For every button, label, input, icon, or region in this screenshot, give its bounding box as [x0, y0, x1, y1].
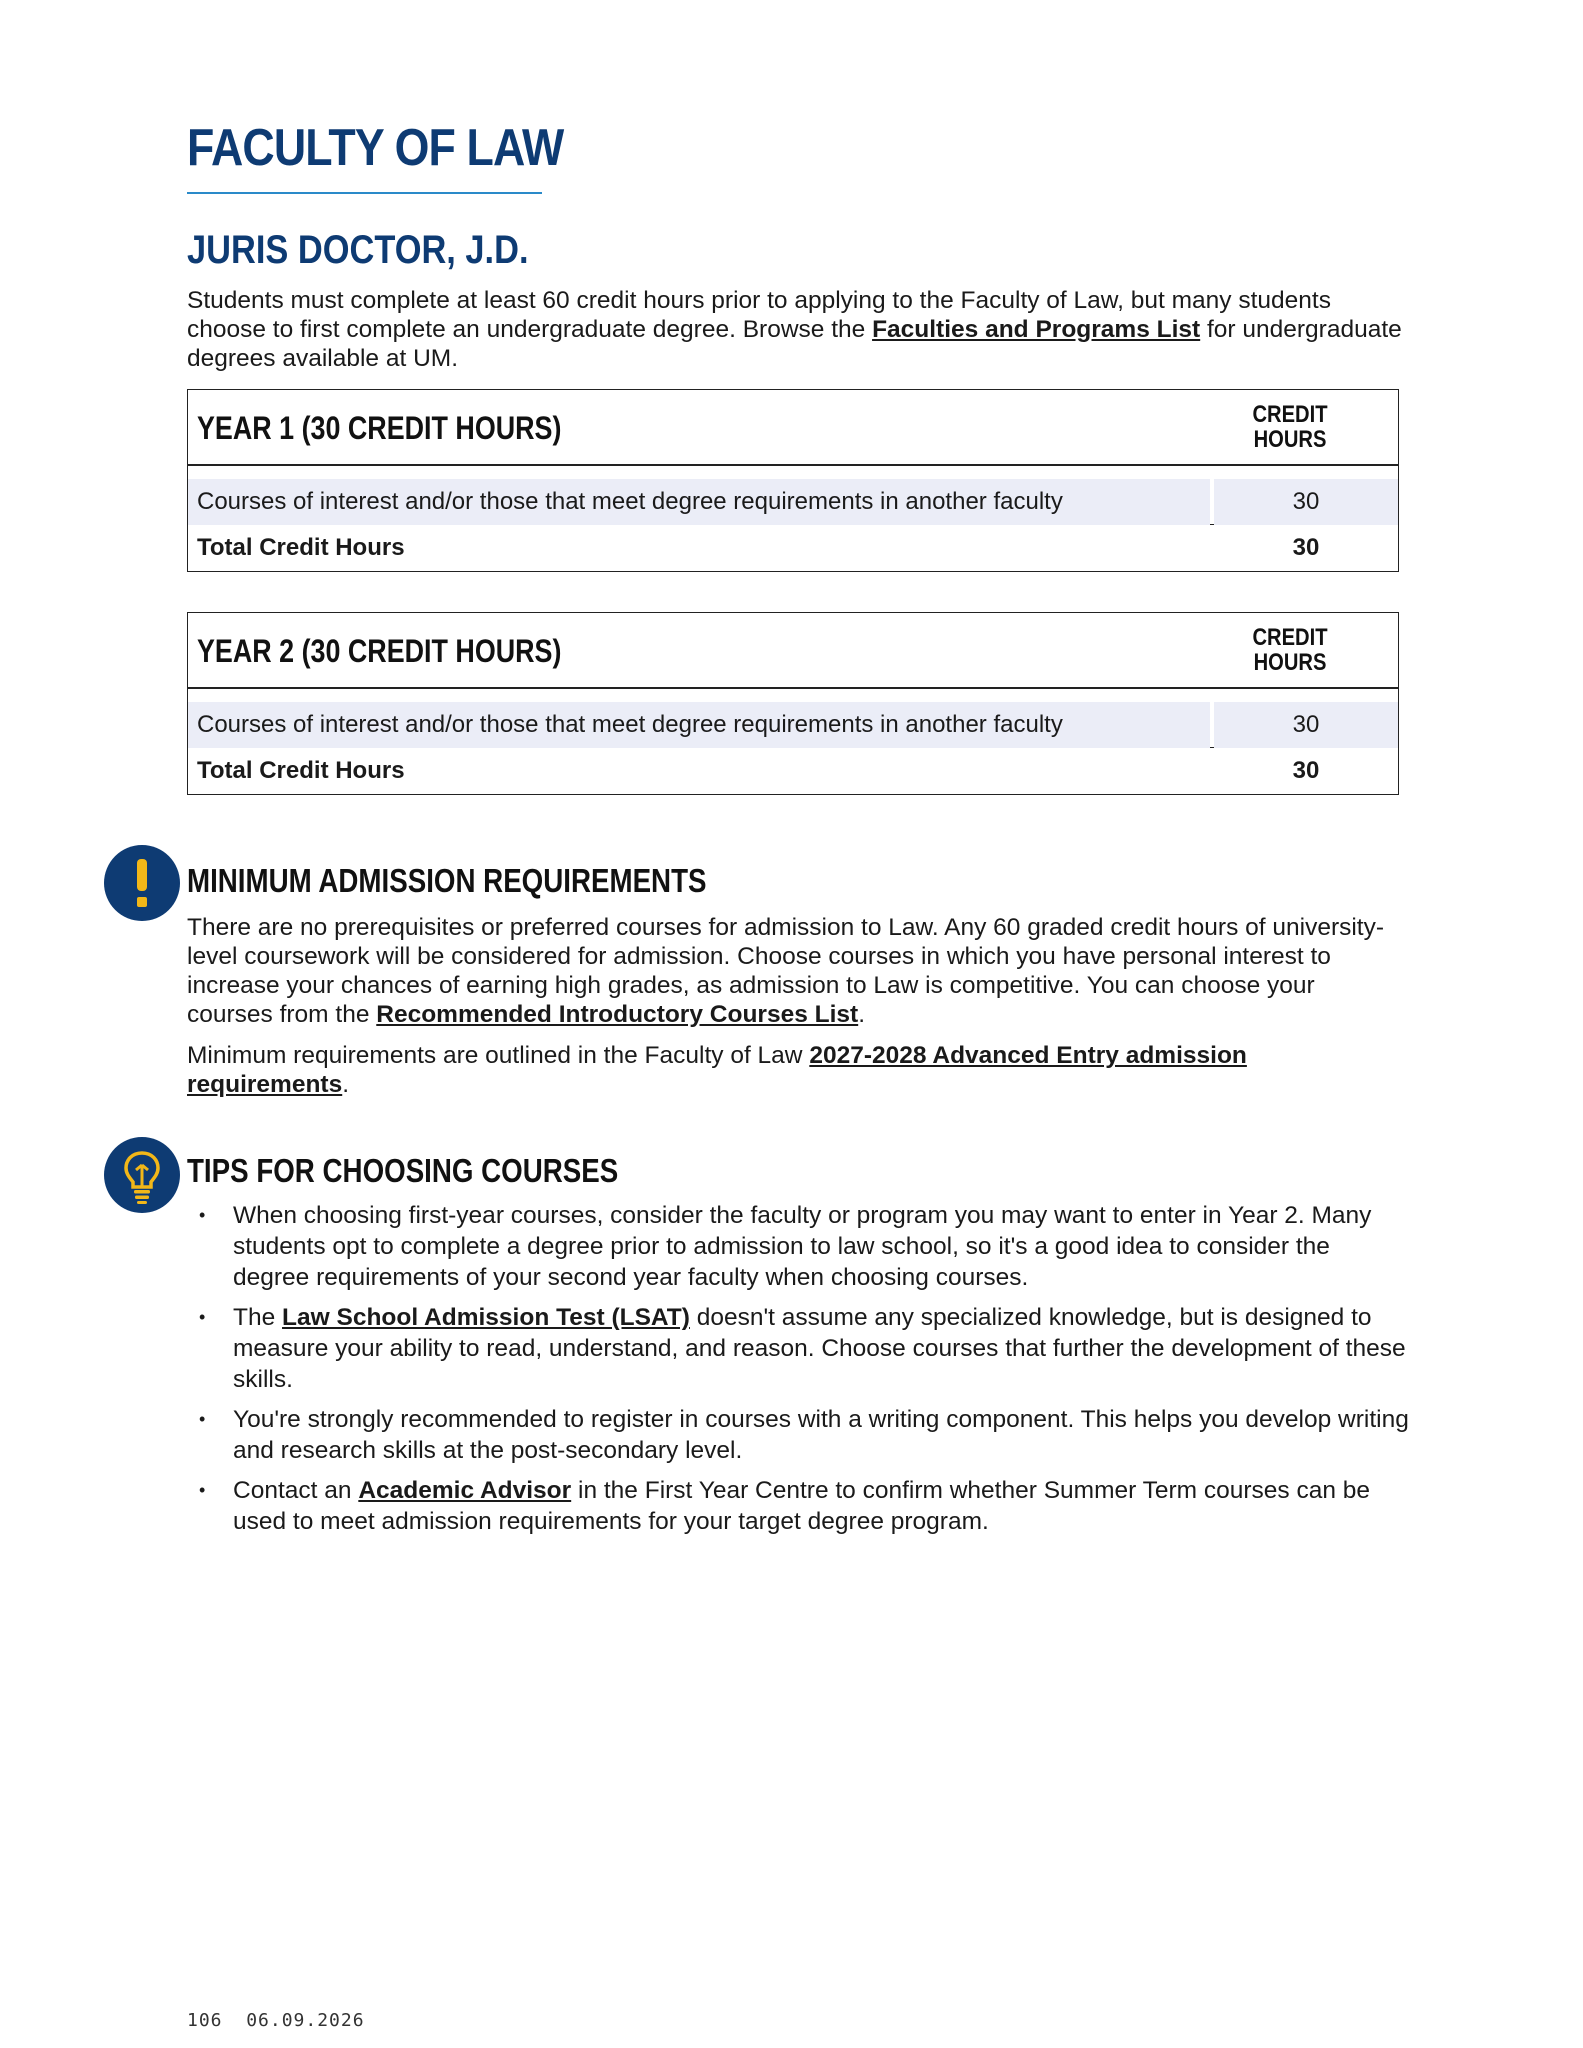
col-head-line2: HOURS — [1253, 426, 1327, 453]
table-header — [188, 613, 1398, 689]
credit-hours-column-header — [1240, 625, 1341, 675]
lsat-link[interactable]: Law School Admission Test (LSAT) — [282, 1304, 690, 1331]
tip-text: The — [233, 1304, 283, 1331]
page-title: FACULTY OF LAW — [187, 119, 564, 177]
tip-text-end: doesn't assume any specialized knowledge, but is designed to measure your ability to read, understand, and reason. Choose courses that further the development of these skills. — [233, 1304, 1406, 1393]
lightbulb-icon — [104, 1137, 180, 1213]
intro-paragraph — [187, 286, 1407, 373]
academic-advisor-link[interactable]: Academic Advisor — [358, 1477, 572, 1504]
table-row — [188, 479, 1398, 525]
table-row — [188, 702, 1398, 748]
total-label: Total Credit Hours — [197, 534, 405, 561]
tip-text: Contact an — [233, 1477, 359, 1504]
col-head-line1: CREDIT — [1252, 624, 1328, 651]
page-number: 106 — [187, 2010, 223, 2031]
title-underline — [187, 192, 542, 194]
admission-paragraph — [187, 913, 1407, 1029]
recommended-courses-link[interactable]: Recommended Introductory Courses List — [376, 1001, 859, 1028]
admission-paragraph-2 — [187, 1041, 1407, 1099]
credit-hours-column-header — [1240, 402, 1341, 452]
total-hours: 30 — [1292, 757, 1320, 784]
total-label: Total Credit Hours — [197, 757, 405, 784]
course-description: Courses of interest and/or those that meet degree requirements in another faculty — [188, 702, 1210, 748]
total-row — [188, 525, 1398, 571]
tip-text: When choosing first-year courses, consider the faculty or program you may want to enter in Year 2. Many students opt to complete a degree prior to admission to law school, so it's a good idea to consider the degree requirements of your second year faculty when choosing courses. — [233, 1202, 1372, 1291]
list-item — [187, 1200, 1412, 1293]
col-head-line1: CREDIT — [1252, 401, 1328, 428]
exclamation-icon — [104, 845, 180, 921]
bullet: • — [199, 1480, 206, 1500]
total-row — [188, 748, 1398, 794]
course-description: Courses of interest and/or those that meet degree requirements in another faculty — [188, 479, 1210, 525]
bullet: • — [199, 1307, 206, 1327]
faculties-programs-link[interactable]: Faculties and Programs List — [872, 316, 1201, 343]
admission-text-end: . — [858, 1001, 865, 1028]
tips-heading: TIPS FOR CHOOSING COURSES — [187, 1152, 619, 1189]
program-title: JURIS DOCTOR, J.D. — [187, 228, 529, 272]
advanced-entry-requirements-link[interactable]: 2027-2028 Advanced Entry admission requirements — [187, 1042, 1247, 1098]
intro-text: Students must complete at least 60 credit hours prior to applying to the Faculty of Law, but many students choose to first complete an undergraduate degree. Browse the — [187, 287, 1331, 343]
table-header — [188, 390, 1398, 466]
list-item — [187, 1302, 1412, 1395]
admission-text: There are no prerequisites or preferred courses for admission to Law. Any 60 graded credit hours of university-level coursework will be considered for admission. Choose courses in which you have personal interest to increase your chances of earning high grades, as admission to Law is competitive. You can choose your courses from the — [187, 914, 1385, 1028]
admission-text-2-end: . — [342, 1071, 350, 1098]
footer-date: 06.09.2026 — [246, 2010, 365, 2031]
col-head-line2: HOURS — [1253, 649, 1327, 676]
list-item — [187, 1404, 1412, 1466]
tips-list — [187, 1200, 1412, 1546]
total-hours: 30 — [1292, 534, 1320, 561]
admission-text-2: Minimum requirements are outlined in the Faculty of Law — [187, 1042, 810, 1069]
bullet: • — [199, 1205, 206, 1225]
course-hours: 30 — [1214, 479, 1398, 525]
admission-heading: MINIMUM ADMISSION REQUIREMENTS — [187, 862, 707, 899]
year1-heading: YEAR 1 (30 CREDIT HOURS) — [197, 410, 562, 446]
intro-text-end: for undergraduate degrees available at UM. — [187, 316, 1402, 372]
page-footer — [187, 2010, 365, 2031]
year2-table — [187, 612, 1399, 795]
tip-text-end: in the First Year Centre to confirm whether Summer Term courses can be used to meet admission requirements for your target degree program. — [233, 1477, 1371, 1535]
list-item — [187, 1475, 1412, 1537]
year1-table — [187, 389, 1399, 572]
course-hours: 30 — [1214, 702, 1398, 748]
year2-heading: YEAR 2 (30 CREDIT HOURS) — [197, 633, 562, 669]
tip-text: You're strongly recommended to register in courses with a writing component. This helps you develop writing and research skills at the post-secondary level. — [233, 1406, 1409, 1464]
bullet: • — [199, 1409, 206, 1429]
